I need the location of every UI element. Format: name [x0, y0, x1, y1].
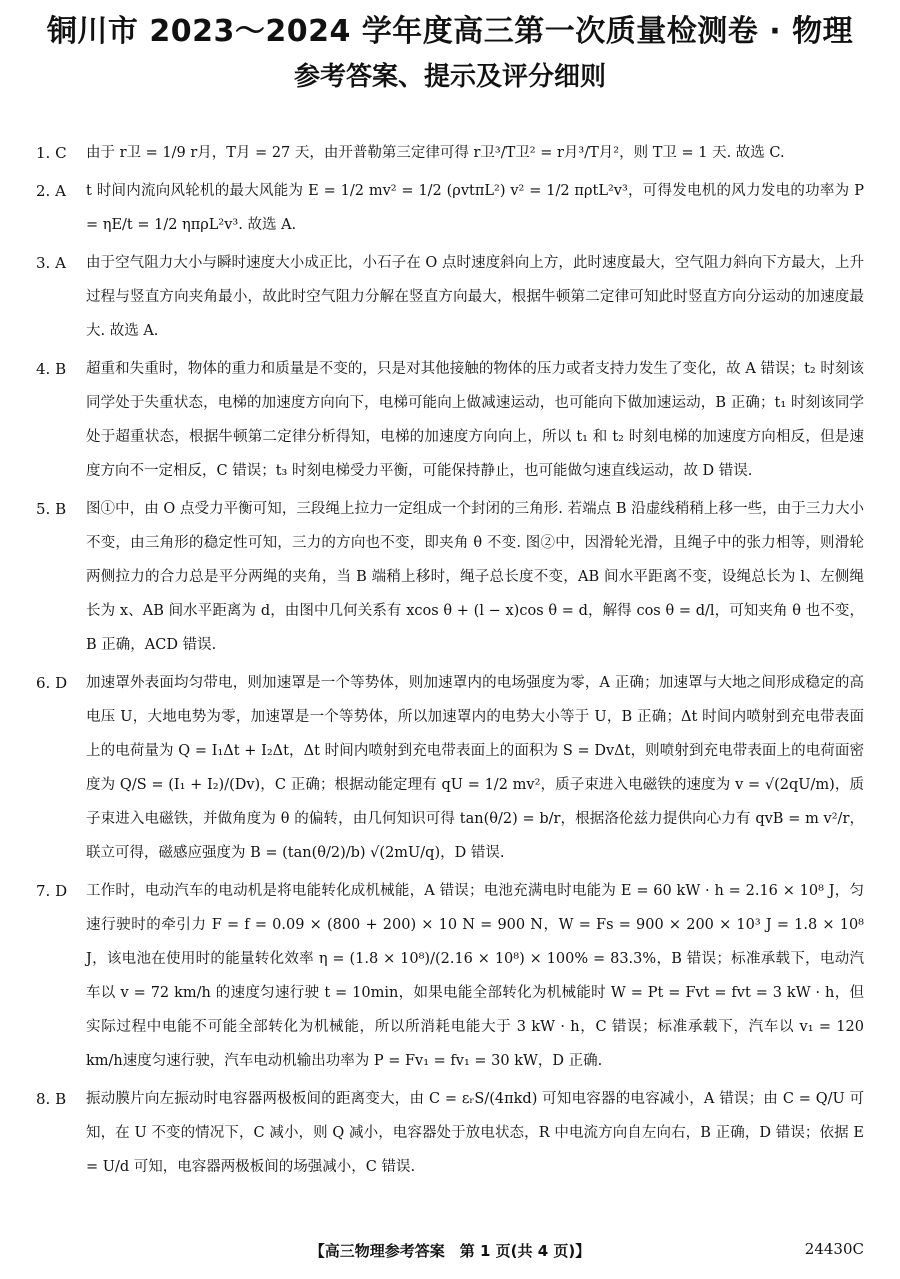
answer-number: 1. C	[36, 144, 67, 162]
answer-explanation: 由于 r卫 = 1/9 r月，T月 = 27 天，由开普勒第三定律可得 r卫³/T卫² = r月³/T月²，则 T卫 = 1 天. 故选 C.	[86, 145, 785, 161]
answer-number: 3. A	[36, 254, 66, 272]
answer-item-2	[36, 174, 864, 242]
answer-explanation: t 时间内流向风轮机的最大风能为 E = 1/2 mv² = 1/2 (ρvtπL²) v² = 1/2 πρtL²v³，可得发电机的风力发电的功率为 P = ηE/t = 1/2 ηπρL²v³. 故选 A.	[86, 183, 864, 233]
page-subtitle: 参考答案、提示及评分细则	[293, 62, 606, 92]
answer-explanation: 加速罩外表面均匀带电，则加速罩是一个等势体，则加速罩内的电场强度为零，A 正确；加速罩与大地之间形成稳定的高电压 U，大地电势为零，加速罩是一个等势体，所以加速罩内的电势大小等于 U，B 正确；Δt 时间内喷射到充电带表面上的电荷量为 Q = I₁Δt + I₂Δt，Δt 时间内喷射到充电带表面上的面积为 S = DvΔt，则喷射到充电带表面上的电荷面密度为 Q/S = (I₁ + I₂)/(Dv)，C 正确；根据动能定理有 qU = 1/2 mv²，质子束进入电磁铁的速度为 v = √(2qU/m)，质子束进入电磁铁，并做角度为 θ 的偏转，由几何知识可得 tan(θ/2) = b/r，根据洛伦兹力提供向心力有 qvB = m v²/r，联立可得，磁感应强度为 B = (tan(θ/2)/b) √(2mU/q)，D 错误.	[86, 675, 864, 861]
answer-number: 7. D	[36, 882, 68, 900]
answer-item-7	[36, 874, 864, 1078]
answer-explanation: 由于空气阻力大小与瞬时速度大小成正比，小石子在 O 点时速度斜向上方，此时速度最大，空气阻力斜向下方最大，上升过程与竖直方向夹角最小，故此时空气阻力分解在竖直方向最大，根据牛顿第二定律可知此时竖直方向分运动的加速度最大. 故选 A.	[86, 255, 864, 339]
document-code: 24430C	[804, 1240, 864, 1258]
answer-item-4	[36, 352, 864, 488]
answer-explanation: 超重和失重时，物体的重力和质量是不变的，只是对其他接触的物体的压力或者支持力发生了变化，故 A 错误；t₂ 时刻该同学处于失重状态，电梯的加速度方向向下，电梯可能向上做减速运动，也可能向下做加速运动，B 正确；t₁ 时刻该同学处于超重状态，根据牛顿第二定律分析得知，电梯的加速度方向向上，所以 t₁ 和 t₂ 时刻电梯的加速度方向相反，但是速度方向不一定相反，C 错误；t₃ 时刻电梯受力平衡，可能保持静止，也可能做匀速直线运动，故 D 错误.	[86, 361, 864, 479]
answer-explanation: 工作时，电动汽车的电动机是将电能转化成机械能，A 错误；电池充满电时电能为 E = 60 kW · h = 2.16 × 10⁸ J，匀速行驶时的牵引力 F = f = 0.09 × (800 + 200) × 10 N = 900 N，W = Fs = 900 × 200 × 10³ J = 1.8 × 10⁸ J，该电池在使用时的能量转化效率 η = (1.8 × 10⁸)/(2.16 × 10⁸) × 100% = 83.3%，B 错误；标准承载下，电动汽车以 v = 72 km/h 的速度匀速行驶 t = 10min，如果电能全部转化为机械能时 W = Pt = Fvt = fvt = 3 kW · h，但实际过程中电能不可能全部转化为机械能，所以所消耗电能大于 3 kW · h，C 错误；标准承载下，汽车以 v₁ = 120 km/h速度匀速行驶，汽车电动机输出功率为 P = Fv₁ = fv₁ = 30 kW，D 正确.	[86, 883, 864, 1069]
answer-item-5	[36, 492, 864, 662]
answer-item-8	[36, 1082, 864, 1184]
page-title: 铜川市 2023～2024 学年度高三第一次质量检测卷 · 物理	[46, 14, 854, 49]
answer-number: 6. D	[36, 674, 68, 692]
answer-number: 2. A	[36, 182, 66, 200]
answer-number: 5. B	[36, 500, 67, 518]
answer-item-6	[36, 666, 864, 870]
answer-item-3	[36, 246, 864, 348]
answer-item-1	[36, 136, 864, 170]
page-footer: 【高三物理参考答案 第 1 页(共 4 页)】	[309, 1242, 591, 1260]
answer-list	[36, 136, 864, 1188]
answer-explanation: 振动膜片向左振动时电容器两极板间的距离变大，由 C = εᵣS/(4πkd) 可知电容器的电容减小，A 错误；由 C = Q/U 可知，在 U 不变的情况下，C 减小，则 Q 减小，电容器处于放电状态，R 中电流方向自左向右，B 正确，D 错误；依据 E = U/d 可知，电容器两极板间的场强减小，C 错误.	[86, 1091, 864, 1175]
answer-number: 4. B	[36, 360, 67, 378]
answer-explanation: 图①中，由 O 点受力平衡可知，三段绳上拉力一定组成一个封闭的三角形. 若端点 B 沿虚线稍稍上移一些，由于三力大小不变，由三角形的稳定性可知，三力的方向也不变，即夹角 θ 不变. 图②中，因滑轮光滑，且绳子中的张力相等，则滑轮两侧拉力的合力总是平分两绳的夹角，当 B 端稍上移时，绳子总长度不变，AB 间水平距离不变，设绳总长为 l、左侧绳长为 x、AB 间水平距离为 d，由图中几何关系有 xcos θ + (l − x)cos θ = d，解得 cos θ = d/l，可知夹角 θ 也不变，B 正确，ACD 错误.	[86, 501, 864, 653]
answer-number: 8. B	[36, 1090, 67, 1108]
